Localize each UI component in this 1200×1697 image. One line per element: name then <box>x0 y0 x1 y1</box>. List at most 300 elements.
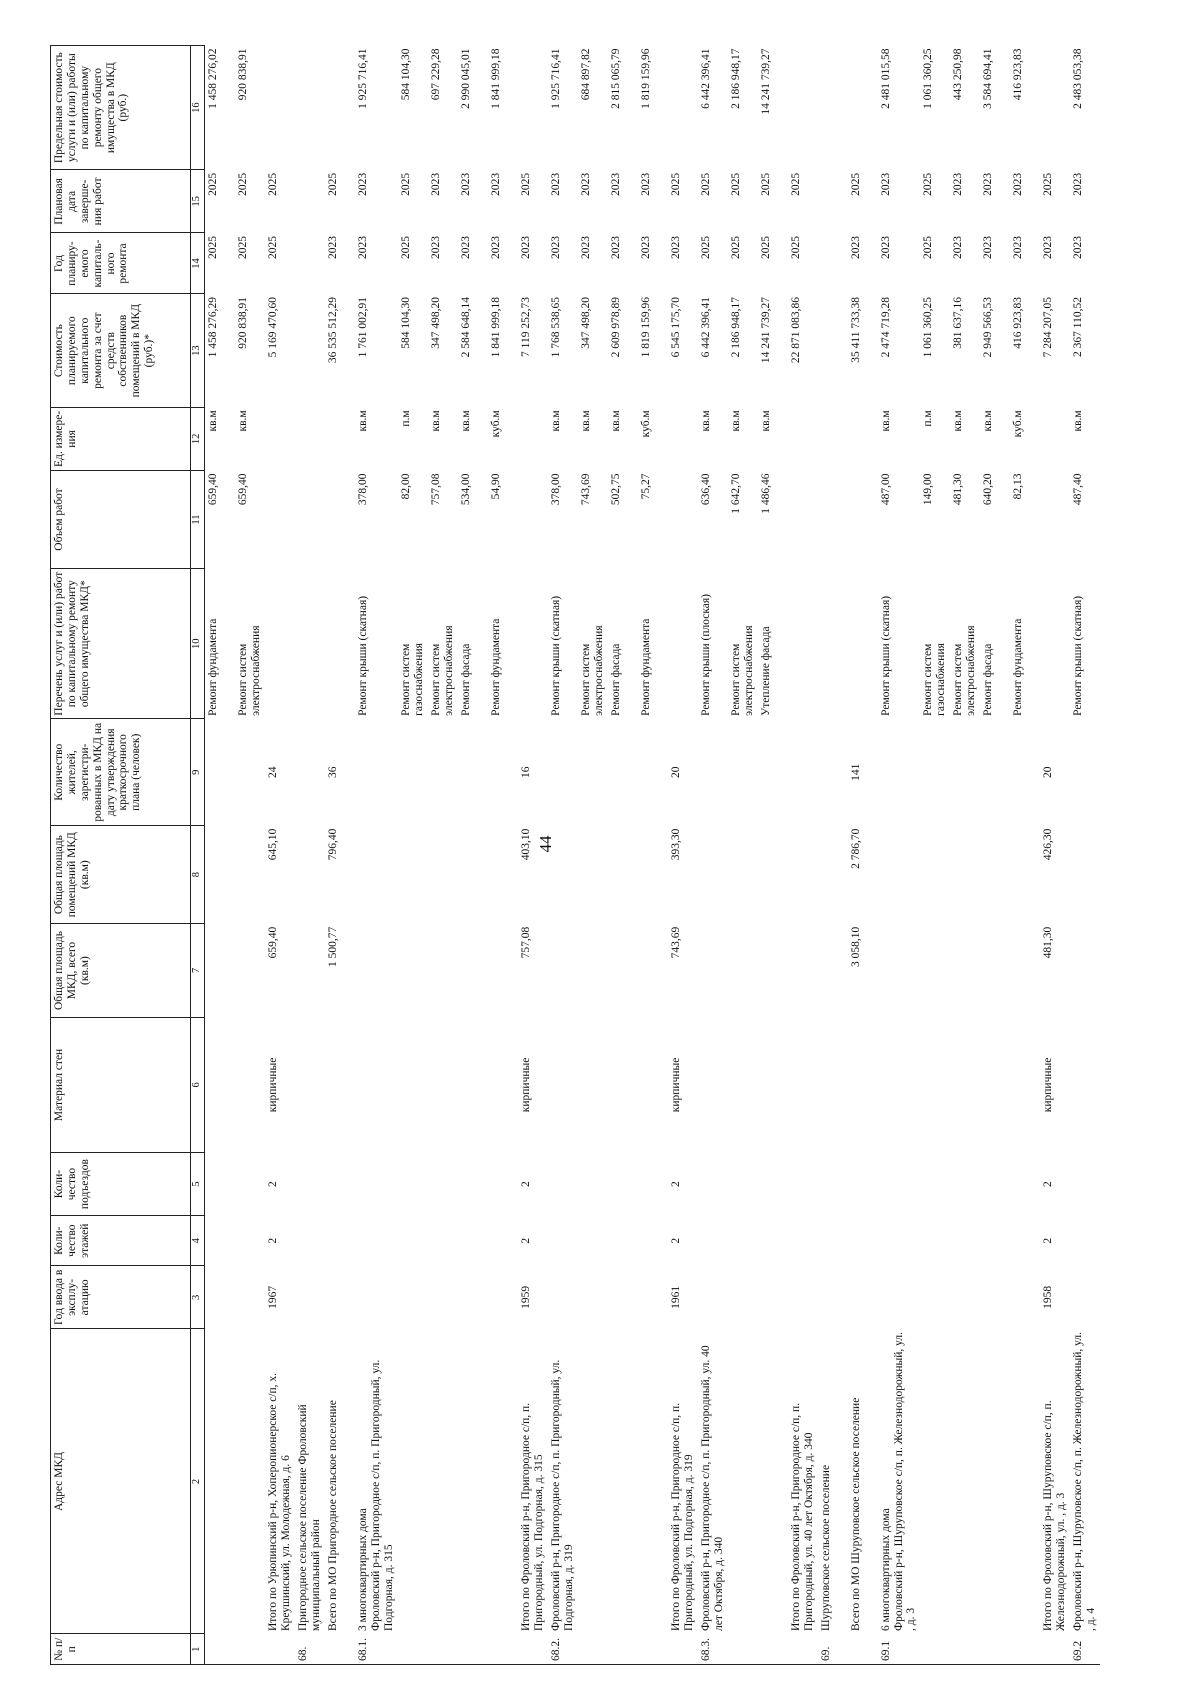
table-cell <box>638 719 668 826</box>
table-cell <box>578 719 608 826</box>
table-cell <box>668 470 698 568</box>
table-row <box>608 46 638 1665</box>
table-cell: 2025 <box>922 172 935 196</box>
table-cell: 2023 <box>459 236 472 259</box>
table-cell: Итого по Фроловский р-н, Пригородное с/п, п. Пригородный, ул. Подгорная, д. 315 <box>519 1402 545 1631</box>
table-cell <box>295 170 325 233</box>
table-cell <box>295 407 325 470</box>
table-cell: 1 061 360,25 <box>922 297 935 358</box>
table-cell <box>878 1152 921 1215</box>
table-cell: куб.м <box>639 410 652 438</box>
table-cell <box>638 1329 668 1634</box>
table-cell <box>325 470 355 568</box>
table-cell: 659,40 <box>237 473 249 506</box>
table-cell: 2023 <box>1072 236 1085 259</box>
table-cell: кв.м <box>699 410 712 432</box>
table-cell <box>398 826 428 924</box>
table-cell <box>265 470 295 568</box>
table-cell <box>980 1329 1010 1634</box>
header-cell: Предельная стоимость услуги и (или) работы по капитальному ремонту общего имущества в МКД (руб.) <box>51 46 191 170</box>
table-cell <box>548 1017 578 1152</box>
table-cell: 6 многоквартирных дома Фроловский р-н, Шуруповское с/п, п. Железнодорожный, ул. , д. 3 <box>879 1331 918 1631</box>
table-cell: Ремонт систем электроснабжения <box>952 625 978 716</box>
column-number-cell: 6 <box>191 1017 205 1152</box>
table-cell: 2023 <box>549 172 562 196</box>
table-cell: 2025 <box>922 236 935 259</box>
table-cell: 2023 <box>609 236 622 259</box>
table-cell <box>878 1216 921 1266</box>
table-cell: 3 многоквартирных дома Фроловский р-н, Пригородное с/п, п. Пригородный, ул. Подгорная, д. 315 <box>357 1359 395 1631</box>
table-row <box>488 46 518 1665</box>
table-cell <box>325 569 355 719</box>
header-cell: Год планиру-емого капиталь-ного ремонта <box>51 233 191 294</box>
table-cell <box>205 1216 236 1266</box>
table-cell <box>578 1634 608 1665</box>
table-cell: 1 486,46 <box>759 473 772 514</box>
table-cell: 2 786,70 <box>849 828 862 869</box>
table-cell: 2 <box>267 1237 279 1244</box>
table-cell: 2025 <box>759 172 772 196</box>
table-cell <box>878 1266 921 1329</box>
table-cell <box>235 1634 265 1665</box>
table-cell: 2023 <box>1012 236 1025 259</box>
table-cell: 347 498,20 <box>579 297 592 349</box>
table-cell <box>638 1216 668 1266</box>
table-cell <box>818 46 848 170</box>
table-row <box>698 46 728 1665</box>
column-number-cell: 7 <box>191 924 205 1018</box>
table-cell: 68.1. <box>355 1634 398 1665</box>
table-cell <box>578 1216 608 1266</box>
table-cell: 3 584 694,41 <box>982 48 995 109</box>
table-cell: 2023 <box>357 236 369 259</box>
table-cell <box>235 924 265 1018</box>
table-cell <box>295 1017 325 1152</box>
column-number-cell: 4 <box>191 1216 205 1266</box>
table-cell: Ремонт фундамента <box>207 618 219 716</box>
table-cell <box>698 1152 728 1215</box>
table-cell <box>608 826 638 924</box>
table-cell: 2 <box>267 1181 279 1187</box>
column-number-cell: 11 <box>191 470 205 568</box>
table-cell <box>920 1017 950 1152</box>
table-cell <box>698 826 728 924</box>
table-cell <box>355 719 398 826</box>
table-cell <box>1010 1017 1040 1152</box>
table-cell: 2 990 045,01 <box>459 48 472 109</box>
table-cell: 22 871 083,86 <box>789 297 802 364</box>
table-cell: 35 411 733,38 <box>849 297 862 363</box>
table-cell <box>295 233 325 294</box>
table-cell <box>458 1329 488 1634</box>
table-cell: 2025 <box>729 236 742 259</box>
table-cell <box>668 569 698 719</box>
header-cell: Стоимость планируемого капитального ремонта за счет средств собственников помещений в МКД (руб.)* <box>51 294 191 407</box>
table-cell <box>518 407 548 470</box>
table-cell <box>355 1152 398 1215</box>
table-cell <box>950 1266 980 1329</box>
table-cell: куб.м <box>1012 410 1025 438</box>
table-cell <box>818 1216 848 1266</box>
table-cell <box>920 924 950 1018</box>
table-cell <box>758 719 788 826</box>
table-cell <box>950 1216 980 1266</box>
table-cell <box>265 407 295 470</box>
table-cell <box>1070 1017 1100 1152</box>
table-cell <box>788 719 818 826</box>
table-cell: 20 <box>669 766 682 779</box>
table-cell: 1958 <box>1042 1285 1055 1309</box>
table-cell: 584 104,30 <box>399 297 412 349</box>
table-cell <box>518 569 548 719</box>
table-cell <box>428 1152 458 1215</box>
table-cell: куб.м <box>489 410 502 438</box>
table-cell: Пригородное сельское поселение Фроловский муниципальный район <box>297 1404 322 1631</box>
header-cell: Год ввода в эксплу-атацию <box>51 1266 191 1329</box>
table-cell <box>355 924 398 1018</box>
table-cell: кирпичные <box>1042 1057 1055 1113</box>
table-cell <box>1010 924 1040 1018</box>
table-cell <box>818 294 848 407</box>
table-cell: 743,69 <box>669 926 682 959</box>
table-cell <box>1010 1634 1040 1665</box>
table-cell <box>950 826 980 924</box>
table-cell <box>920 1266 950 1329</box>
table-cell: Ремонт фундамента <box>1012 618 1025 716</box>
table-cell <box>235 1017 265 1152</box>
table-cell: 6 442 396,41 <box>699 48 712 109</box>
table-cell: 16 <box>519 766 532 779</box>
table-row <box>950 46 980 1665</box>
table-cell <box>878 1017 921 1152</box>
table-cell: 2023 <box>1072 172 1085 196</box>
table-cell: п.м <box>399 410 412 427</box>
table-cell: Ремонт фундамента <box>489 618 502 716</box>
table-cell <box>1040 470 1070 568</box>
table-cell <box>235 1329 265 1634</box>
table-cell: 54,90 <box>489 473 502 500</box>
table-cell <box>608 719 638 826</box>
table-cell: 75,27 <box>639 473 652 500</box>
table-cell <box>355 1266 398 1329</box>
column-number-cell: 14 <box>191 233 205 294</box>
table-cell: 1 841 999,18 <box>489 297 502 358</box>
table-cell: Фроловский р-н, Шуруповское с/п, п. Железнодорожный, ул. , д. 4 <box>1072 1331 1098 1631</box>
table-cell <box>698 1017 728 1152</box>
table-cell <box>848 46 878 170</box>
table-cell <box>325 1216 355 1266</box>
table-cell: 381 637,16 <box>952 297 965 349</box>
table-cell: кирпичные <box>669 1057 682 1113</box>
table-cell <box>488 924 518 1018</box>
column-number-cell: 1 <box>191 1634 205 1665</box>
header-cell: Коли-чество подъездов <box>51 1152 191 1215</box>
table-cell: кв.м <box>549 410 562 432</box>
table-cell: 68.3. <box>698 1634 728 1665</box>
table-cell <box>920 826 950 924</box>
table-cell <box>848 407 878 470</box>
table-cell: 1 819 159,96 <box>639 48 652 109</box>
table-cell <box>980 1152 1010 1215</box>
table-cell <box>488 1329 518 1634</box>
table-cell <box>638 826 668 924</box>
table-cell <box>548 719 578 826</box>
table-cell: 2023 <box>982 236 995 259</box>
table-cell <box>758 924 788 1018</box>
table-row <box>518 46 548 1665</box>
table-cell <box>1010 1216 1040 1266</box>
table-cell: 2 <box>669 1237 682 1244</box>
table-cell <box>920 1634 950 1665</box>
table-cell: кирпичные <box>519 1057 532 1113</box>
table-cell <box>920 1216 950 1266</box>
table-cell <box>518 46 548 170</box>
table-cell <box>578 1152 608 1215</box>
table-cell: 403,10 <box>519 828 532 861</box>
table-cell <box>788 569 818 719</box>
table-cell: 2 186 948,17 <box>729 48 742 109</box>
table-cell: Ремонт систем электроснабжения <box>729 625 755 716</box>
table-cell: Ремонт фундамента <box>639 618 652 716</box>
table-cell <box>518 1634 548 1665</box>
table-cell: 2023 <box>669 236 682 259</box>
table-cell: 2023 <box>982 172 995 196</box>
table-cell: кв.м <box>207 410 219 432</box>
header-cell: Плановая дата заверше-ния работ <box>51 170 191 233</box>
table-cell: 416 923,83 <box>1012 48 1025 101</box>
table-cell <box>1040 407 1070 470</box>
table-cell: 2023 <box>952 236 965 259</box>
table-cell <box>1070 719 1100 826</box>
table-cell <box>265 46 295 170</box>
table-cell <box>788 924 818 1018</box>
table-cell: 636,40 <box>699 473 712 506</box>
table-cell <box>758 1634 788 1665</box>
table-row <box>548 46 578 1665</box>
table-cell <box>488 1266 518 1329</box>
table-cell: кв.м <box>459 410 472 432</box>
table-cell <box>578 1329 608 1634</box>
table-cell: кв.м <box>759 410 772 432</box>
table-cell <box>488 826 518 924</box>
table-cell: 481,30 <box>952 473 965 506</box>
table-cell <box>878 924 921 1018</box>
table-cell <box>235 1152 265 1215</box>
table-row <box>758 46 788 1665</box>
table-cell <box>355 826 398 924</box>
table-cell <box>980 1017 1010 1152</box>
table-cell: 2023 <box>879 172 892 196</box>
table-cell <box>398 719 428 826</box>
table-cell: 2025 <box>729 172 742 196</box>
table-cell <box>608 1329 638 1634</box>
table-cell: 2023 <box>609 172 622 196</box>
table-cell <box>488 1017 518 1152</box>
table-cell <box>698 1216 728 1266</box>
table-cell <box>518 470 548 568</box>
table-cell: Итого по Фроловский р-н, Пригородное с/п, п. Пригородный, ул. 40 лет Октября, д. 340 <box>789 1402 815 1631</box>
table-cell <box>920 719 950 826</box>
table-cell: 1 925 716,41 <box>357 48 369 109</box>
table-cell: 2023 <box>879 236 892 259</box>
table-cell: 1959 <box>519 1285 532 1309</box>
table-cell: Итого по Фроловский р-н, Шуруповское с/п, п. Железнодорожный, ул. , д. 3 <box>1042 1400 1068 1631</box>
table-cell <box>980 826 1010 924</box>
table-row <box>398 46 428 1665</box>
table-cell: 2023 <box>489 172 502 196</box>
table-cell: 757,08 <box>429 473 442 506</box>
table-cell <box>1040 1634 1070 1665</box>
table-cell: 2025 <box>519 172 532 196</box>
column-number-row <box>191 46 205 1665</box>
table-cell <box>1070 1152 1100 1215</box>
table-cell: Ремонт систем электроснабжения <box>579 625 605 716</box>
table-cell <box>1040 569 1070 719</box>
table-cell <box>980 1266 1010 1329</box>
table-row <box>428 46 458 1665</box>
table-cell: 2 949 566,53 <box>982 297 995 358</box>
table-cell <box>818 1152 848 1215</box>
header-cell: Коли-чество этажей <box>51 1216 191 1266</box>
table-cell <box>295 1216 325 1266</box>
table-cell <box>758 826 788 924</box>
table-cell <box>758 1017 788 1152</box>
table-cell: 2023 <box>639 172 652 196</box>
table-cell <box>458 1152 488 1215</box>
table-cell <box>398 1152 428 1215</box>
table-cell: 2025 <box>267 172 279 196</box>
table-cell: 1961 <box>669 1285 682 1309</box>
table-cell <box>205 1266 236 1329</box>
table-cell: 2025 <box>207 236 219 259</box>
table-cell: 2 <box>519 1181 532 1187</box>
table-cell: 20 <box>1042 766 1055 779</box>
table-cell <box>488 1152 518 1215</box>
table-cell: 502,75 <box>609 473 622 506</box>
table-cell: 149,00 <box>922 473 935 506</box>
table-cell: 2025 <box>207 172 219 196</box>
table-cell <box>548 1152 578 1215</box>
table-cell: 743,69 <box>579 473 592 506</box>
table-cell: Всего по МО Пригородное сельское поселение <box>327 1400 339 1631</box>
column-number-cell: 15 <box>191 170 205 233</box>
table-cell: 2025 <box>1042 172 1055 196</box>
table-cell <box>728 1634 758 1665</box>
rotated-table-container <box>50 45 1200 1665</box>
table-cell: 2025 <box>327 172 339 196</box>
table-cell <box>980 1634 1010 1665</box>
table-cell: 1 500,77 <box>327 926 339 967</box>
table-cell: 14 241 739,27 <box>759 48 772 115</box>
table-cell <box>1070 924 1100 1018</box>
table-cell: Итого по Урюпинский р-н, Хоперопионерское с/п, х. Креушинский, ул. Молодежная, д. 6 <box>267 1372 292 1631</box>
table-body <box>205 46 1101 1665</box>
table-cell: 3 058,10 <box>849 926 862 967</box>
table-cell: 2023 <box>549 236 562 259</box>
table-cell <box>818 826 848 924</box>
table-cell: п.м <box>922 410 935 427</box>
table-cell <box>1070 1266 1100 1329</box>
table-cell <box>398 1329 428 1634</box>
table-cell: 7 119 252,73 <box>519 297 532 357</box>
table-cell: кв.м <box>609 410 622 432</box>
table-cell <box>458 924 488 1018</box>
table-cell <box>295 826 325 924</box>
table-cell <box>638 1266 668 1329</box>
table-cell <box>698 1266 728 1329</box>
table-cell <box>1010 1329 1040 1634</box>
table-cell <box>488 1634 518 1665</box>
table-cell: 2 584 648,14 <box>459 297 472 358</box>
header-cell: Общая площадь МКД, всего (кв.м) <box>51 924 191 1018</box>
table-cell: 2 <box>669 1181 682 1187</box>
table-cell <box>428 1329 458 1634</box>
table-cell <box>788 1017 818 1152</box>
table-cell: 2025 <box>237 236 249 259</box>
table-cell: 2025 <box>789 236 802 259</box>
table-cell <box>548 826 578 924</box>
page-number: 44 <box>536 835 555 853</box>
table-cell: 920 838,91 <box>237 48 249 101</box>
table-cell: 1 061 360,25 <box>922 48 935 109</box>
table-cell: 2025 <box>669 172 682 196</box>
table-cell <box>235 719 265 826</box>
table-cell <box>668 407 698 470</box>
table-cell <box>638 1152 668 1215</box>
table-cell: 2 483 053,38 <box>1072 48 1085 109</box>
table-cell: 141 <box>849 763 862 781</box>
table-cell <box>428 1216 458 1266</box>
table-cell <box>728 1216 758 1266</box>
table-cell: 2023 <box>429 236 442 259</box>
table-cell <box>265 569 295 719</box>
table-cell: 2023 <box>1012 172 1025 196</box>
table-cell: 69. <box>818 1634 848 1665</box>
table-cell: кв.м <box>357 410 369 432</box>
table-cell: Фроловский р-н, Пригородное с/п, п. Пригородный, ул. 40 лет Октября, д. 340 <box>699 1345 725 1631</box>
table-cell: 2025 <box>849 172 862 196</box>
table-cell <box>818 1017 848 1152</box>
table-cell <box>1070 1216 1100 1266</box>
table-cell: 69.2 <box>1070 1634 1100 1665</box>
table-cell <box>608 1152 638 1215</box>
table-cell <box>950 1017 980 1152</box>
table-cell <box>728 719 758 826</box>
table-cell <box>325 1152 355 1215</box>
column-number-cell: 3 <box>191 1266 205 1329</box>
table-cell <box>950 1329 980 1634</box>
table-cell: кирпичные <box>267 1057 279 1113</box>
table-cell: кв.м <box>982 410 995 432</box>
table-cell <box>818 233 848 294</box>
table-cell: 920 838,91 <box>237 297 249 349</box>
table-cell: Ремонт фасада <box>459 643 472 716</box>
table-cell <box>848 569 878 719</box>
table-cell <box>788 1266 818 1329</box>
table-cell <box>205 924 236 1018</box>
table-cell <box>458 826 488 924</box>
table-cell: 2025 <box>789 172 802 196</box>
table-cell: Ремонт систем газоснабжения <box>399 643 425 716</box>
table-cell <box>205 1329 236 1634</box>
table-cell: 2023 <box>579 236 592 259</box>
table-cell <box>668 1634 698 1665</box>
table-row <box>325 46 355 1665</box>
table-cell: 1 458 276,29 <box>207 297 219 358</box>
table-cell <box>398 1017 428 1152</box>
table-cell <box>295 1152 325 1215</box>
table-cell <box>818 569 848 719</box>
